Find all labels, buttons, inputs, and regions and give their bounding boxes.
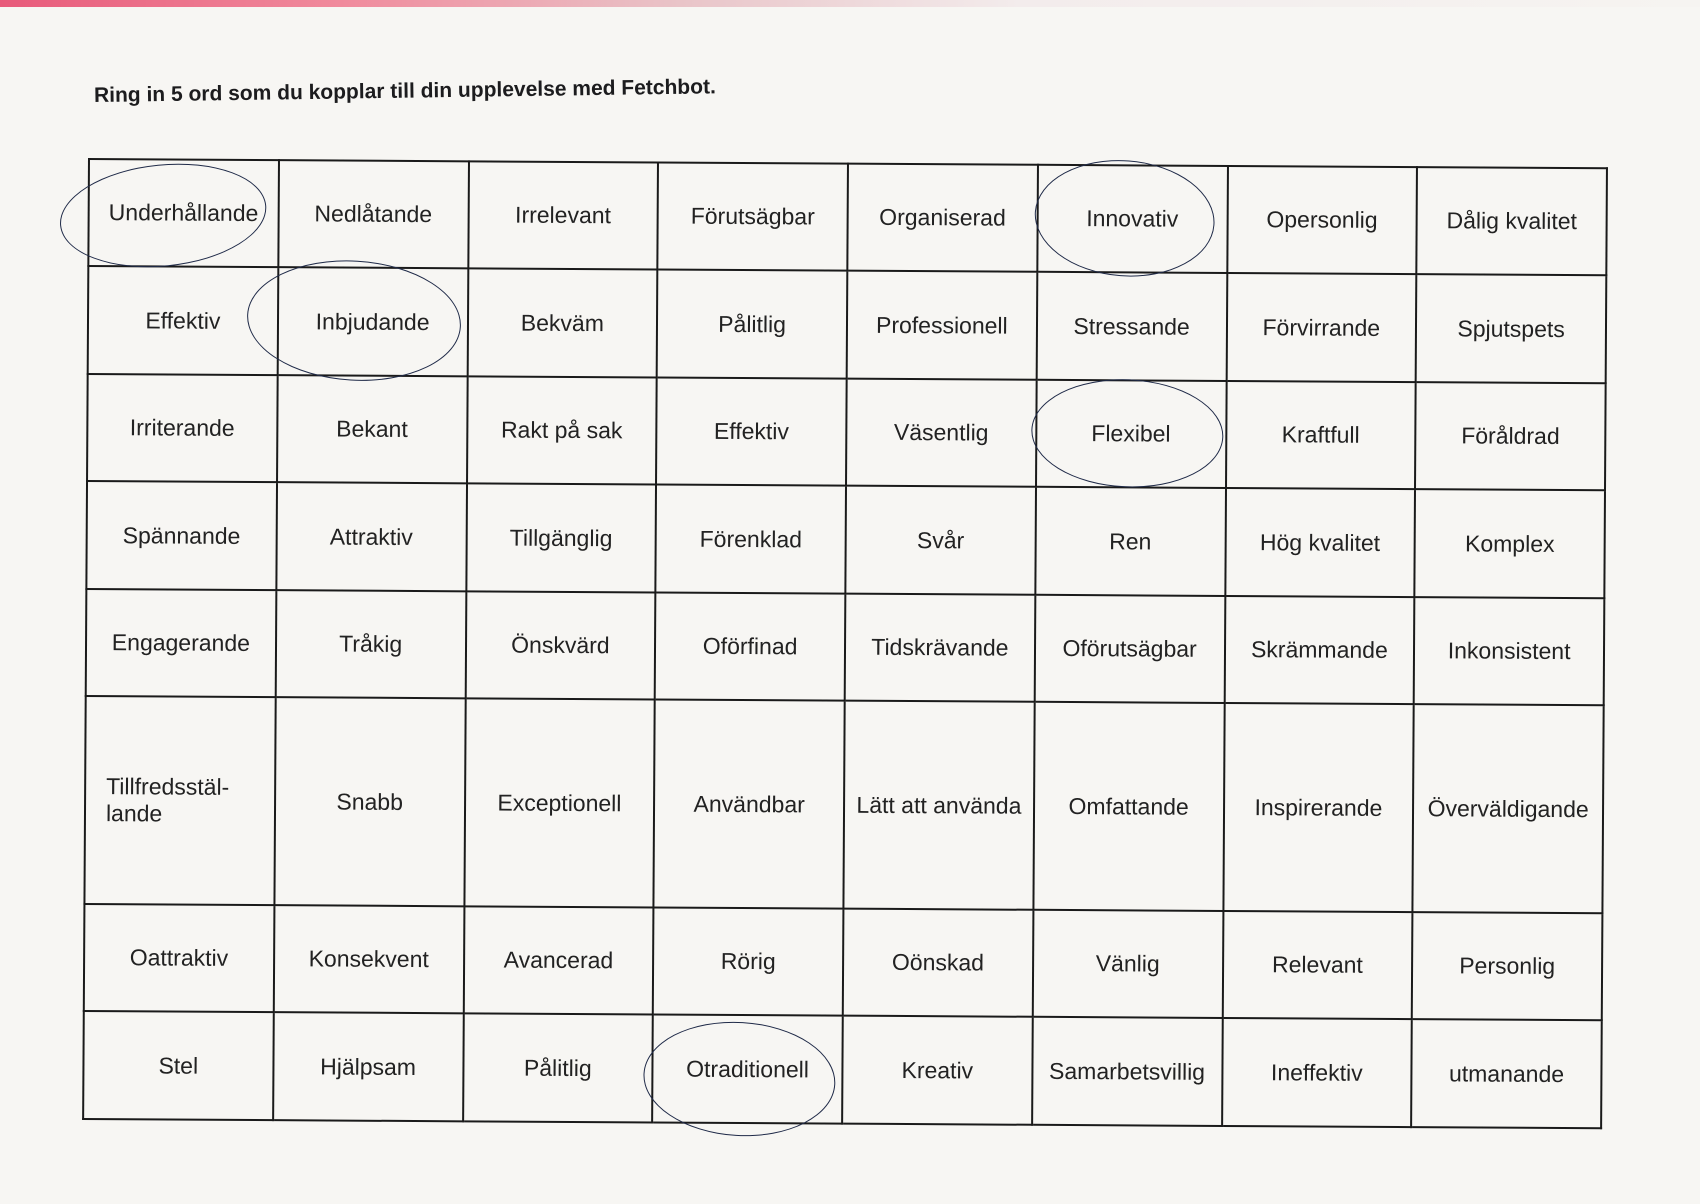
word-cell[interactable]: [654, 700, 845, 909]
word-label: Engagerande: [111, 629, 251, 657]
word-label: Skrämmande: [1250, 636, 1388, 664]
word-label: Dålig kvalitet: [1446, 207, 1578, 235]
word-label: Exceptionell: [497, 789, 622, 816]
word-label: Stressande: [1073, 312, 1190, 340]
word-label: Komplex: [1464, 530, 1555, 557]
word-label: Bekant: [336, 415, 408, 443]
word-cell[interactable]: [1412, 912, 1602, 1021]
word-cell[interactable]: [847, 271, 1037, 380]
word-cell-circled[interactable]: [277, 268, 467, 377]
word-label: Tidskrävande: [871, 633, 1009, 661]
word-label: Otraditionell: [686, 1055, 810, 1083]
word-cell[interactable]: [1033, 702, 1224, 911]
word-label: Ineffektiv: [1270, 1058, 1363, 1086]
grid-row: [84, 696, 1603, 913]
word-cell[interactable]: [86, 481, 276, 590]
word-label-hyphenated: Tillfredsstäl- lande: [105, 773, 230, 827]
word-cell[interactable]: [1222, 1018, 1412, 1127]
word-cell[interactable]: [1222, 911, 1412, 1020]
word-label: Pålitlig: [523, 1054, 592, 1081]
word-cell[interactable]: [656, 485, 846, 594]
word-cell[interactable]: [465, 591, 655, 700]
grid-row: [84, 904, 1603, 1021]
word-label: Användbar: [693, 790, 805, 818]
word-label: Föråldrad: [1461, 422, 1560, 450]
word-cell[interactable]: [1415, 382, 1605, 491]
word-grid: [82, 158, 1608, 1129]
word-cell[interactable]: [84, 696, 275, 905]
word-label: Oförutsägbar: [1062, 635, 1197, 662]
word-cell[interactable]: [843, 909, 1033, 1018]
word-label: Kreativ: [901, 1056, 974, 1084]
grid-row: [83, 1011, 1602, 1128]
word-label: Vänlig: [1095, 950, 1160, 977]
word-cell[interactable]: [278, 160, 468, 269]
word-cell[interactable]: [846, 379, 1036, 488]
word-cell-circled[interactable]: [1036, 380, 1226, 489]
word-cell[interactable]: [1224, 596, 1414, 705]
word-grid-body: [83, 159, 1607, 1128]
grid-row: [88, 266, 1607, 383]
word-label: Spjutspets: [1457, 315, 1565, 342]
word-cell[interactable]: [1415, 490, 1605, 599]
word-cell-circled[interactable]: [1037, 165, 1227, 274]
word-label: Väsentlig: [893, 419, 989, 446]
word-cell[interactable]: [658, 162, 848, 271]
word-label: Effektiv: [713, 418, 790, 445]
word-label: utmanande: [1448, 1060, 1565, 1087]
word-label: Personlig: [1459, 952, 1556, 980]
word-cell[interactable]: [87, 374, 277, 483]
word-label: Oförfinad: [702, 632, 798, 660]
word-cell[interactable]: [653, 907, 843, 1016]
word-label: Effektiv: [145, 307, 221, 334]
word-label: Hög kvalitet: [1259, 528, 1381, 556]
grid-row: [86, 589, 1605, 706]
word-cell[interactable]: [468, 161, 658, 270]
word-cell[interactable]: [86, 589, 276, 698]
word-label: Hjälpsam: [320, 1053, 417, 1080]
word-label: Attraktiv: [329, 523, 413, 550]
word-cell-circled[interactable]: [652, 1015, 842, 1124]
word-label: Opersonlig: [1266, 206, 1378, 234]
word-label: Underhållande: [108, 199, 259, 227]
word-label: Flexibel: [1091, 420, 1171, 447]
word-cell[interactable]: [1226, 381, 1416, 490]
word-label: Förvirrande: [1262, 313, 1381, 341]
word-label: Professionell: [875, 311, 1008, 339]
word-label: Tillgänglig: [509, 524, 613, 551]
word-label: Överväldigande: [1427, 794, 1589, 822]
word-label: Organiserad: [879, 204, 1006, 231]
word-cell[interactable]: [83, 1011, 273, 1120]
word-label: Avancerad: [503, 946, 614, 974]
grid-row: [87, 374, 1606, 491]
word-cell[interactable]: [845, 486, 1035, 595]
word-label: Kraftfull: [1281, 421, 1360, 448]
word-cell[interactable]: [657, 270, 847, 379]
word-label: Omfattande: [1068, 792, 1189, 820]
word-label: Snabb: [336, 788, 404, 815]
word-cell[interactable]: [845, 594, 1035, 703]
paper-top-edge: [0, 0, 1700, 7]
word-label: Inkonsistent: [1447, 637, 1571, 665]
word-cell[interactable]: [274, 905, 464, 1014]
word-cell[interactable]: [463, 1014, 653, 1123]
word-cell[interactable]: [843, 701, 1034, 910]
word-label: Rörig: [720, 948, 776, 975]
word-cell[interactable]: [464, 699, 655, 908]
word-label: Stel: [158, 1052, 199, 1079]
word-cell[interactable]: [467, 269, 657, 378]
word-grid-container: [82, 158, 1608, 1129]
word-label: Konsekvent: [308, 945, 429, 973]
word-label: Önskvärd: [511, 631, 610, 659]
word-label: Irriterande: [129, 414, 235, 442]
word-label: Oönskad: [891, 949, 985, 976]
word-cell-circled[interactable]: [88, 159, 278, 268]
word-cell[interactable]: [656, 377, 846, 486]
word-label: Samarbetsvillig: [1049, 1057, 1206, 1085]
word-cell[interactable]: [1414, 597, 1604, 706]
word-label: Inspirerande: [1254, 793, 1383, 821]
word-cell[interactable]: [276, 483, 466, 592]
word-label: Spännande: [122, 521, 241, 549]
word-cell[interactable]: [1413, 705, 1604, 914]
word-cell[interactable]: [274, 698, 465, 907]
word-label: Innovativ: [1086, 205, 1179, 232]
word-label: Rakt på sak: [500, 416, 623, 444]
word-label: Relevant: [1272, 951, 1363, 979]
word-cell[interactable]: [88, 266, 278, 375]
word-cell[interactable]: [842, 1016, 1032, 1125]
word-label: Irrelevant: [515, 201, 612, 229]
word-cell[interactable]: [655, 592, 845, 701]
instruction-text: Ring in 5 ord som du kopplar till din upplevelse med Fetchbot.: [93, 75, 716, 107]
word-cell[interactable]: [466, 484, 656, 593]
word-cell[interactable]: [275, 590, 465, 699]
word-label: Förenklad: [699, 525, 803, 553]
word-cell[interactable]: [847, 164, 1037, 273]
word-cell[interactable]: [463, 906, 653, 1015]
word-label: Oattraktiv: [129, 944, 229, 972]
word-cell[interactable]: [1032, 1017, 1222, 1126]
word-label: Pålitlig: [718, 310, 787, 337]
word-cell[interactable]: [1033, 910, 1223, 1019]
word-label: Bekväm: [520, 309, 605, 336]
word-cell[interactable]: [1411, 1020, 1601, 1129]
word-cell[interactable]: [1223, 703, 1414, 912]
grid-row: [86, 481, 1605, 598]
word-label: Svår: [916, 526, 965, 554]
word-label: Ren: [1109, 527, 1152, 555]
word-cell[interactable]: [1226, 273, 1416, 382]
word-cell[interactable]: [273, 1013, 463, 1122]
grid-row: [88, 159, 1607, 276]
word-label: Inbjudande: [315, 308, 430, 335]
word-label: Lätt att använda: [856, 791, 1022, 819]
word-label: Nedlåtande: [314, 200, 433, 228]
word-cell[interactable]: [1227, 166, 1417, 275]
word-label: Tråkig: [339, 630, 403, 658]
word-cell[interactable]: [84, 904, 274, 1013]
word-cell[interactable]: [277, 375, 467, 484]
word-cell[interactable]: [1225, 488, 1415, 597]
word-cell[interactable]: [1034, 595, 1224, 704]
word-cell[interactable]: [467, 376, 657, 485]
word-cell[interactable]: [1416, 275, 1606, 384]
word-label: Förutsägbar: [690, 202, 815, 230]
word-cell[interactable]: [1035, 487, 1225, 596]
word-cell[interactable]: [1417, 167, 1607, 276]
word-cell[interactable]: [1036, 272, 1226, 381]
